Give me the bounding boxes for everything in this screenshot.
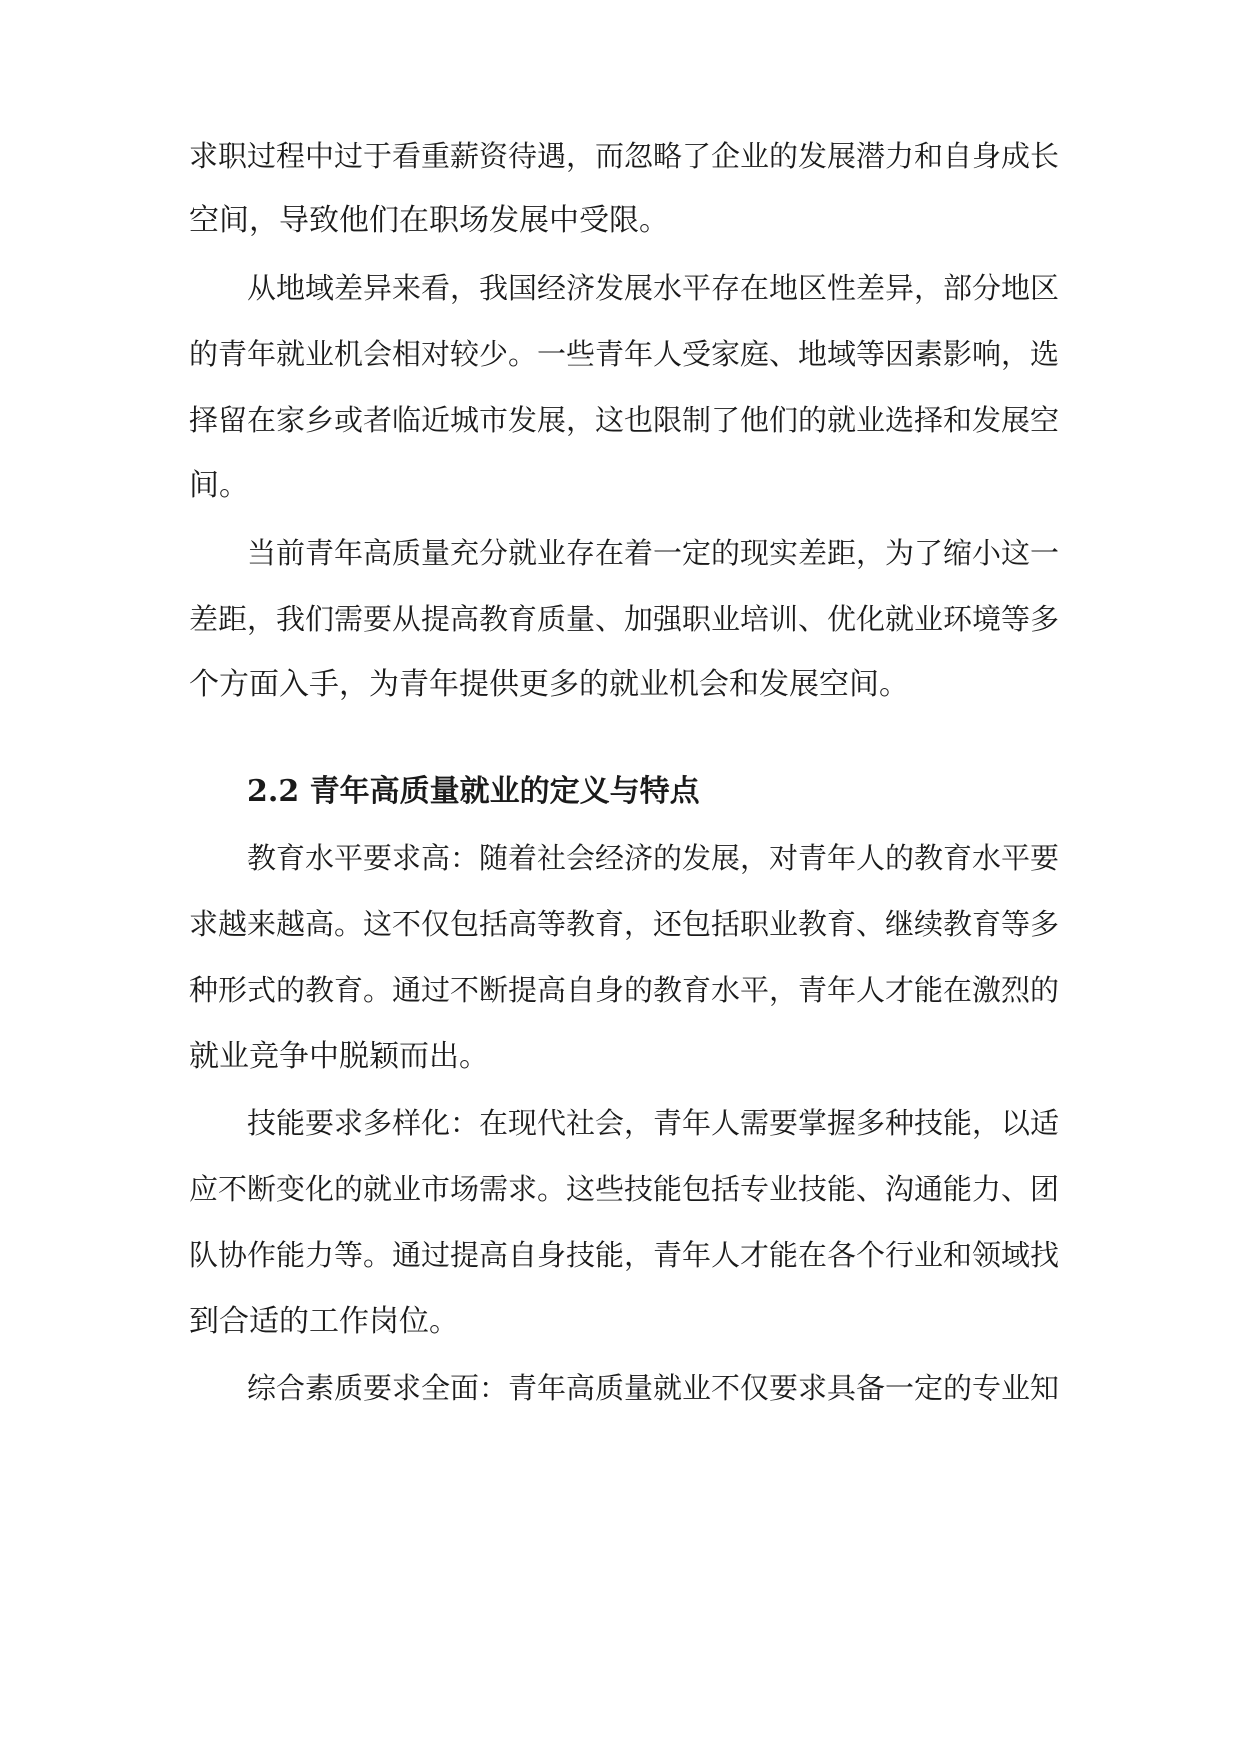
paragraph-line: 技能要求多样化：在现代社会，青年人需要掌握多种技能，以适 [247, 1106, 1060, 1140]
paragraph-line: 综合素质要求全面：青年高质量就业不仅要求具备一定的专业知 [247, 1371, 1060, 1405]
paragraph-line: 间。 [189, 468, 249, 503]
paragraph-line: 就业竞争中脱颖而出。 [189, 1039, 489, 1074]
paragraph-line: 求越来越高。这不仅包括高等教育，还包括职业教育、继续教育等多 [189, 907, 1060, 941]
paragraph-line: 教育水平要求高：随着社会经济的发展，对青年人的教育水平要 [247, 841, 1060, 875]
paragraph-line: 差距，我们需要从提高教育质量、加强职业培训、优化就业环境等多 [189, 602, 1060, 636]
paragraph-line: 求职过程中过于看重薪资待遇，而忽略了企业的发展潜力和自身成长 [189, 139, 1060, 173]
paragraph-line: 空间，导致他们在职场发展中受限。 [189, 203, 669, 238]
section-heading: 2.2 青年高质量就业的定义与特点 [247, 774, 700, 809]
paragraph-line: 个方面入手，为青年提供更多的就业机会和发展空间。 [189, 667, 909, 702]
paragraph-line: 种形式的教育。通过不断提高自身的教育水平，青年人才能在激烈的 [189, 973, 1060, 1007]
paragraph-line: 的青年就业机会相对较少。一些青年人受家庭、地域等因素影响，选 [189, 337, 1060, 371]
paragraph-line: 当前青年高质量充分就业存在着一定的现实差距，为了缩小这一 [247, 536, 1060, 570]
paragraph-line: 从地域差异来看，我国经济发展水平存在地区性差异，部分地区 [247, 271, 1060, 305]
paragraph-line: 应不断变化的就业市场需求。这些技能包括专业技能、沟通能力、团 [189, 1172, 1060, 1206]
paragraph-line: 队协作能力等。通过提高自身技能，青年人才能在各个行业和领域找 [189, 1238, 1060, 1272]
paragraph-line: 到合适的工作岗位。 [189, 1304, 459, 1339]
paragraph-line: 择留在家乡或者临近城市发展，这也限制了他们的就业选择和发展空 [189, 403, 1060, 437]
